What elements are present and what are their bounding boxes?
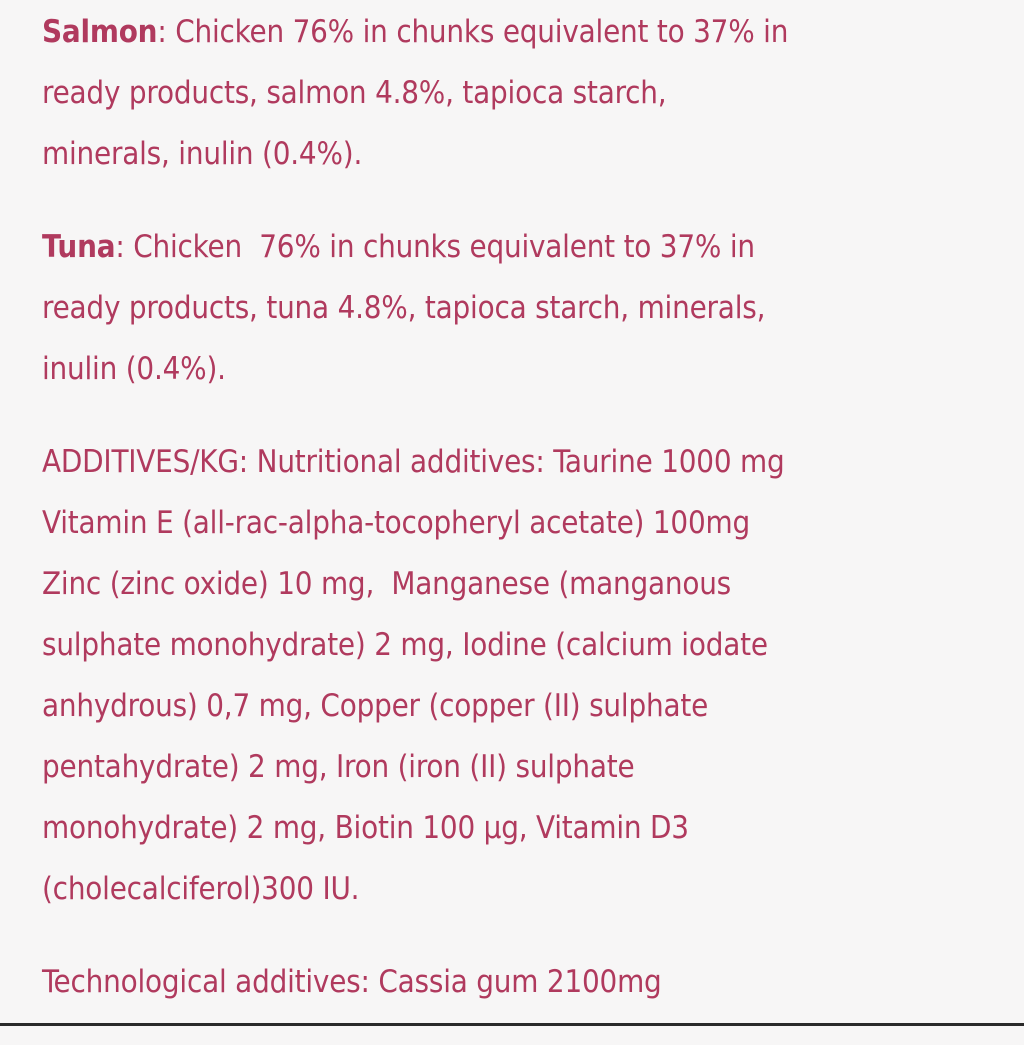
ingredients-text xyxy=(42,2,1002,1045)
additives-line-4: sulphate monohydrate) 2 mg, Iodine (calcium iodate xyxy=(42,627,768,663)
tuna-line-3: inulin (0.4%). xyxy=(42,351,226,387)
additives-line-1: ADDITIVES/KG: Nutritional additives: Taurine 1000 mg xyxy=(42,444,785,480)
additives-line-5: anhydrous) 0,7 mg, Copper (copper (II) sulphate xyxy=(42,688,709,724)
additives-line-6: pentahydrate) 2 mg, Iron (iron (II) sulphate xyxy=(42,749,635,785)
tuna-line-1-text: : Chicken 76% in chunks equivalent to 37% in xyxy=(115,229,755,265)
tuna-line-2: ready products, tuna 4.8%, tapioca starch, minerals, xyxy=(42,290,766,326)
additives-paragraph xyxy=(42,432,1002,920)
salmon-label: Salmon xyxy=(42,14,158,50)
tuna-paragraph xyxy=(42,217,1002,400)
additives-line-2: Vitamin E (all-rac-alpha-tocopheryl acetate) 100mg xyxy=(42,505,750,541)
tuna-label: Tuna xyxy=(42,229,116,265)
salmon-line-1-text: : Chicken 76% in chunks equivalent to 37% in xyxy=(157,14,789,50)
salmon-line-3: minerals, inulin (0.4%). xyxy=(42,136,363,172)
salmon-line-1 xyxy=(42,2,1002,63)
additives-line-3: Zinc (zinc oxide) 10 mg, Manganese (manganous xyxy=(42,566,732,602)
salmon-line-2: ready products, salmon 4.8%, tapioca starch, xyxy=(42,75,667,111)
technological-paragraph xyxy=(42,952,1002,1013)
additives-line-8: (cholecalciferol)300 IU. xyxy=(42,871,360,907)
additives-line-7: monohydrate) 2 mg, Biotin 100 µg, Vitamin D3 xyxy=(42,810,689,846)
salmon-paragraph xyxy=(42,2,1002,185)
tuna-line-1 xyxy=(42,217,1002,278)
technological-line-1: Technological additives: Cassia gum 2100mg xyxy=(42,964,662,1000)
